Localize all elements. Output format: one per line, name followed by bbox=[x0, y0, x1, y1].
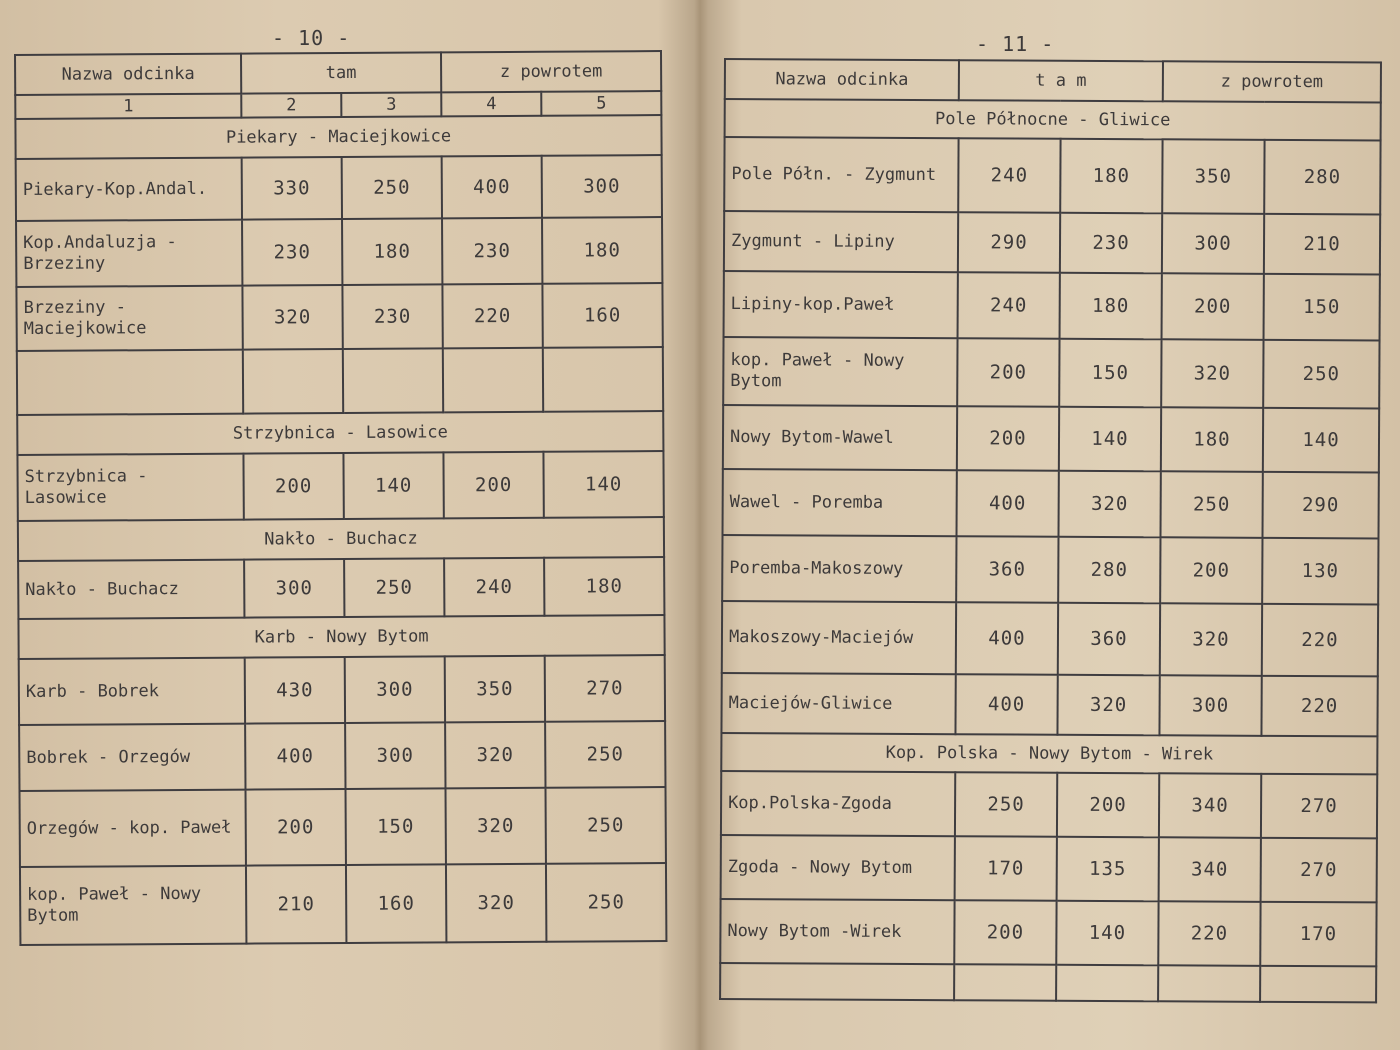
fare-value: 140 bbox=[343, 452, 443, 519]
fare-value: 320 bbox=[1160, 603, 1262, 676]
table-row bbox=[19, 655, 665, 725]
fare-value: 250 bbox=[545, 787, 665, 864]
page-number: - 11 - bbox=[976, 32, 1055, 56]
fare-value: 200 bbox=[954, 900, 1056, 965]
table-row bbox=[724, 211, 1380, 274]
fare-value: 220 bbox=[442, 284, 542, 349]
segment-name: Kop.Polska-Zgoda bbox=[721, 771, 955, 836]
fare-value: 400 bbox=[955, 674, 1057, 735]
section-title: Piekary - Maciejkowice bbox=[15, 115, 661, 159]
fare-value: 400 bbox=[245, 723, 345, 790]
fare-value: 150 bbox=[1264, 274, 1380, 341]
table-row bbox=[723, 405, 1379, 472]
segment-name: Poremba-Makoszowy bbox=[722, 535, 956, 602]
fare-value: 340 bbox=[1159, 773, 1261, 838]
table-row bbox=[723, 469, 1379, 538]
table-row bbox=[16, 217, 662, 287]
fare-value: 220 bbox=[1262, 604, 1378, 677]
section-header-row bbox=[15, 115, 661, 159]
fare-value: 400 bbox=[442, 156, 542, 219]
fare-value: 250 bbox=[545, 721, 665, 788]
table-row bbox=[720, 899, 1376, 966]
fare-value: 300 bbox=[1162, 213, 1264, 274]
fare-value: 150 bbox=[1059, 339, 1161, 408]
segment-name: Zygmunt - Lipiny bbox=[724, 211, 958, 272]
fare-value: 250 bbox=[342, 156, 442, 219]
fare-value: 200 bbox=[1162, 273, 1264, 340]
table-row bbox=[720, 963, 1376, 1002]
fare-value bbox=[954, 964, 1056, 1001]
segment-name: Wawel - Poremba bbox=[723, 469, 957, 536]
fare-value: 250 bbox=[1263, 340, 1379, 409]
fare-value: 250 bbox=[546, 863, 666, 942]
fare-value: 430 bbox=[245, 657, 345, 724]
fare-value: 180 bbox=[342, 218, 442, 285]
fare-value: 220 bbox=[1158, 901, 1260, 966]
section-title: Pole Północne - Gliwice bbox=[725, 99, 1381, 140]
table-header bbox=[725, 59, 1381, 102]
section-header-row bbox=[725, 99, 1381, 140]
fare-value: 170 bbox=[1260, 902, 1376, 967]
fare-value: 400 bbox=[956, 602, 1058, 675]
page-number: - 10 - bbox=[272, 26, 351, 50]
segment-name: kop. Paweł - Nowy Bytom bbox=[20, 866, 246, 945]
page-11 bbox=[700, 0, 1400, 1050]
fare-value: 135 bbox=[1057, 837, 1159, 902]
segment-name: kop. Paweł - Nowy Bytom bbox=[723, 337, 957, 406]
fare-value: 200 bbox=[243, 453, 343, 520]
segment-name: Pole Półn. - Zygmunt bbox=[724, 137, 958, 212]
fare-value: 140 bbox=[1263, 408, 1379, 473]
fare-value bbox=[243, 349, 343, 414]
section-title: Kop. Polska - Nowy Bytom - Wirek bbox=[721, 733, 1377, 774]
fare-value: 250 bbox=[344, 558, 444, 617]
table-row bbox=[16, 155, 662, 221]
fare-value: 160 bbox=[542, 283, 662, 348]
fare-value: 290 bbox=[958, 212, 1060, 273]
segment-name: Maciejów-Gliwice bbox=[721, 673, 955, 734]
fare-value: 210 bbox=[1264, 214, 1380, 275]
fare-value: 210 bbox=[246, 865, 346, 944]
segment-name: Nowy Bytom-Wawel bbox=[723, 405, 957, 470]
header-tam: tam bbox=[241, 52, 441, 93]
table-row bbox=[722, 535, 1378, 604]
fare-value: 150 bbox=[345, 788, 445, 865]
fare-value: 220 bbox=[1261, 676, 1377, 737]
header-name-col: Nazwa odcinka bbox=[725, 59, 959, 100]
fare-value: 350 bbox=[445, 656, 545, 723]
segment-name: Nakło - Buchacz bbox=[18, 560, 244, 619]
fare-value: 140 bbox=[543, 451, 663, 518]
fare-value bbox=[443, 348, 543, 413]
col-num: 1 bbox=[15, 94, 241, 119]
section-header-row bbox=[17, 411, 663, 455]
table-row bbox=[19, 721, 665, 791]
fare-value: 360 bbox=[1058, 603, 1160, 676]
fare-value: 270 bbox=[545, 655, 665, 722]
fare-value: 230 bbox=[1060, 213, 1162, 274]
col-num: 4 bbox=[441, 92, 541, 117]
fare-value: 240 bbox=[444, 558, 544, 617]
fare-value: 200 bbox=[957, 406, 1059, 471]
fare-value bbox=[1158, 965, 1260, 1002]
section-header-row bbox=[18, 517, 664, 561]
fare-value: 320 bbox=[242, 285, 342, 350]
fare-value: 230 bbox=[242, 219, 342, 286]
fare-value: 240 bbox=[958, 272, 1060, 339]
fare-value: 320 bbox=[1057, 675, 1159, 736]
table-row bbox=[724, 137, 1380, 214]
fare-value: 280 bbox=[1058, 537, 1160, 604]
fare-value: 170 bbox=[955, 836, 1057, 901]
fare-value: 140 bbox=[1059, 407, 1161, 472]
section-title: Nakło - Buchacz bbox=[18, 517, 664, 561]
header-z-powrotem: z powrotem bbox=[1163, 61, 1381, 102]
header-tam: t a m bbox=[959, 60, 1163, 101]
fare-value: 320 bbox=[1058, 471, 1160, 538]
fare-value: 180 bbox=[1161, 407, 1263, 472]
segment-name: Strzybnica - Lasowice bbox=[17, 454, 243, 521]
fare-value: 160 bbox=[346, 864, 446, 943]
col-num: 5 bbox=[541, 91, 661, 116]
table-row bbox=[17, 451, 663, 521]
segment-name: Brzeziny - Maciejkowice bbox=[16, 286, 242, 351]
fare-value: 240 bbox=[958, 138, 1060, 213]
segment-name: Zgoda - Nowy Bytom bbox=[721, 835, 955, 900]
fare-value: 200 bbox=[245, 789, 345, 866]
table-row bbox=[20, 787, 666, 867]
table-row bbox=[18, 557, 664, 619]
fare-value: 180 bbox=[1060, 139, 1162, 214]
segment-name: Lipiny-kop.Paweł bbox=[724, 271, 958, 338]
fare-value: 280 bbox=[1264, 140, 1380, 215]
section-header-row bbox=[18, 615, 664, 659]
fare-value: 300 bbox=[542, 155, 662, 218]
table-row bbox=[722, 601, 1378, 676]
table-row bbox=[16, 283, 662, 351]
section-header-row bbox=[721, 733, 1377, 774]
segment-name: Bobrek - Orzegów bbox=[19, 724, 245, 791]
fare-value: 320 bbox=[446, 864, 546, 943]
fare-value: 270 bbox=[1261, 774, 1377, 839]
fare-value: 300 bbox=[244, 559, 344, 618]
section-title: Karb - Nowy Bytom bbox=[18, 615, 664, 659]
table-row bbox=[723, 337, 1379, 408]
fare-value: 290 bbox=[1262, 472, 1378, 539]
col-num: 2 bbox=[241, 93, 341, 118]
fare-value: 360 bbox=[956, 536, 1058, 603]
fare-value: 320 bbox=[445, 722, 545, 789]
header-z-powrotem: z powrotem bbox=[441, 51, 661, 92]
fare-value: 200 bbox=[443, 452, 543, 519]
fare-value: 340 bbox=[1159, 837, 1261, 902]
fare-value: 200 bbox=[957, 338, 1059, 407]
fare-value: 230 bbox=[442, 218, 542, 285]
fare-table-page-10 bbox=[14, 50, 667, 946]
fare-value: 320 bbox=[445, 788, 545, 865]
fare-value bbox=[543, 347, 663, 412]
fare-value: 270 bbox=[1261, 838, 1377, 903]
fare-value: 140 bbox=[1056, 901, 1158, 966]
segment-name bbox=[720, 963, 954, 1000]
fare-value: 400 bbox=[956, 470, 1058, 537]
table-header bbox=[15, 51, 661, 95]
fare-value: 250 bbox=[1160, 471, 1262, 538]
fare-value: 330 bbox=[242, 157, 342, 220]
fare-value: 200 bbox=[1057, 773, 1159, 838]
table-row bbox=[20, 863, 666, 945]
fare-value bbox=[343, 348, 443, 413]
table-row bbox=[721, 673, 1377, 736]
fare-value: 130 bbox=[1262, 538, 1378, 605]
fare-value: 300 bbox=[345, 722, 445, 789]
fare-table-page-11 bbox=[719, 58, 1382, 1003]
segment-name: Orzegów - kop. Paweł bbox=[20, 790, 246, 867]
fare-value: 230 bbox=[342, 284, 442, 349]
fare-value: 300 bbox=[1159, 675, 1261, 736]
segment-name: Nowy Bytom -Wirek bbox=[720, 899, 954, 964]
header-name-col: Nazwa odcinka bbox=[15, 54, 241, 95]
fare-value bbox=[1056, 965, 1158, 1002]
page-10 bbox=[0, 0, 690, 1050]
fare-value bbox=[1260, 966, 1376, 1003]
segment-name: Karb - Bobrek bbox=[19, 658, 245, 725]
section-title: Strzybnica - Lasowice bbox=[17, 411, 663, 455]
segment-name: Kop.Andaluzja - Brzeziny bbox=[16, 220, 242, 287]
fare-value: 250 bbox=[955, 772, 1057, 837]
col-num: 3 bbox=[341, 92, 441, 117]
segment-name: Makoszowy-Maciejów bbox=[722, 601, 956, 674]
table-row bbox=[724, 271, 1380, 340]
fare-value: 180 bbox=[544, 557, 664, 616]
segment-name: Piekary-Kop.Andal. bbox=[16, 158, 242, 221]
fare-value: 350 bbox=[1162, 139, 1264, 214]
table-row bbox=[721, 835, 1377, 902]
table-row bbox=[721, 771, 1377, 838]
table-row bbox=[17, 347, 663, 415]
fare-value: 200 bbox=[1160, 537, 1262, 604]
fare-value: 300 bbox=[345, 656, 445, 723]
segment-name bbox=[17, 350, 243, 415]
fare-value: 180 bbox=[542, 217, 662, 284]
fare-value: 180 bbox=[1060, 273, 1162, 340]
fare-value: 320 bbox=[1161, 339, 1263, 408]
